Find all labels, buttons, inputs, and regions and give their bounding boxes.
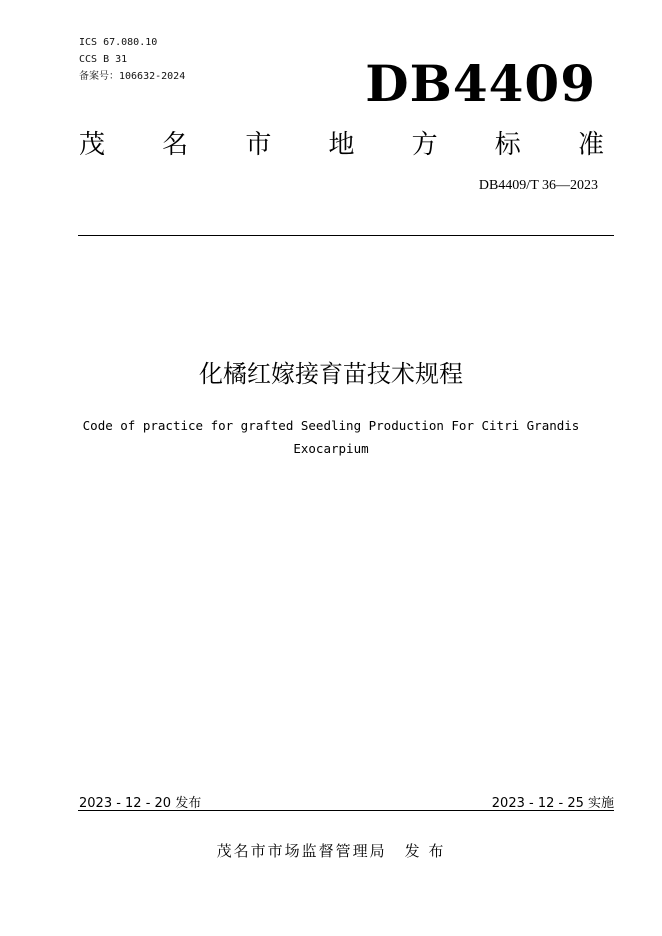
standard-type-char: 茂 (79, 130, 106, 160)
chinese-title: 化橘红嫁接育苗技术规程 (199, 360, 463, 388)
standard-type-char: 标 (494, 130, 521, 160)
publisher-name: 茂名市市场监督管理局 (216, 842, 387, 860)
ics-code: ICS 67.080.10 (79, 37, 158, 48)
standard-type-char: 方 (411, 130, 438, 160)
standard-type-title (79, 128, 604, 162)
implement-date: 2023 - 12 - 25 实施 (491, 796, 614, 811)
issue-date: 2023 - 12 - 20 发布 (79, 796, 202, 811)
standard-number: DB4409/T 36—2023 (478, 178, 598, 193)
footer-divider (78, 810, 614, 811)
header-divider (78, 235, 614, 236)
standard-type-char: 名 (162, 130, 189, 160)
english-title: Code of practice for grafted Seedling Production For Citri Grandis Exocarpium (82, 418, 580, 456)
standard-type-char: 准 (577, 130, 604, 160)
standard-code-logo: DB4409 (365, 54, 596, 113)
standard-type-char: 市 (245, 130, 272, 160)
document-metadata (79, 34, 185, 85)
publisher-line (0, 840, 662, 861)
ccs-code: CCS B 31 (79, 54, 128, 65)
publish-action: 发 布 (404, 842, 446, 860)
record-number: 备案号：106632-2024 (79, 71, 186, 82)
standard-type-char: 地 (328, 130, 355, 160)
